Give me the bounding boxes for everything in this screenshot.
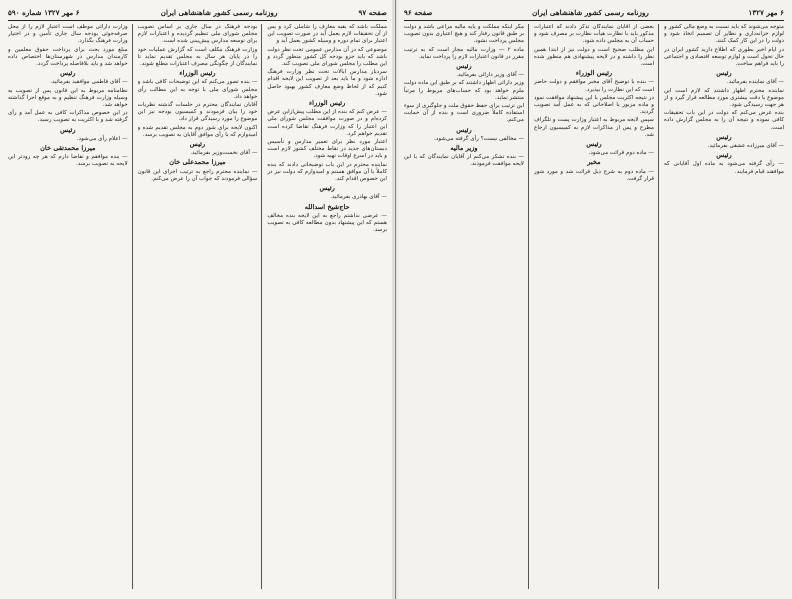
right-page-title: روزنامه رسمی کشور شاهنشاهی ایران (532, 7, 649, 17)
paragraph: ماده ۲ — وزارت مالیه مجاز است که به ترتیب مقرر در قانون اعتبارات لازم را پرداخت نماید. (404, 46, 524, 60)
paragraph: نظامنامه مربوط به این قانون پس از تصویب به وسیله وزارت فرهنگ تنظیم و به موقع اجرا گذاشته خواهد شد. (7, 87, 128, 109)
right-page-header (404, 6, 784, 21)
speaker-heading: رئیس (456, 62, 472, 71)
paragraph: اکنون لایحه برای شور دوم به مجلس تقدیم شده و امیدوارم که با رأی موافق آقایان به تصویب برسد. (137, 124, 258, 138)
paragraph: وزارت دارائی موظف است اعتبار لازم را از محل صرفه‌جوئی بودجه سال جاری تأمین و در اختیار وزارت فرهنگ بگذارد. (7, 24, 128, 45)
paragraph: وزارت فرهنگ مکلف است که گزارش عملیات خود را در پایان هر سال به مجلس تقدیم نماید تا نمایندگان از چگونگی مصرف اعتبارات مطلع شوند. (137, 46, 258, 68)
left-page-columns (8, 24, 387, 589)
paragraph: آقایان نمایندگان محترم در جلسات گذشته نظریات خود را بیان فرمودند و کمیسیون بودجه نیز این موضوع را مورد رسیدگی قرار داد. (137, 102, 258, 123)
speaker-heading: رئیس الوزراء (575, 69, 613, 78)
right-column-2 (534, 24, 659, 589)
paragraph: وزیر دارائی اظهار داشتند که بر طبق این ماده دولت ملزم خواهد بود که حساب‌های مربوط را مرتباً منتشر نماید. (404, 80, 524, 101)
left-page-header (8, 6, 387, 21)
paragraph: بودجه فرهنگ در سال جاری بر اساس تصویب مجلس شورای ملی تنظیم گردیده و اعتبارات لازم برای توسعه مدارس پیش‌بینی شده است. (137, 24, 258, 45)
right-column-1 (664, 24, 784, 589)
right-page (396, 0, 792, 599)
right-column-3 (404, 24, 529, 589)
speech-text: — مخالفی نیست؟ رأی گرفته می‌شود. (434, 135, 524, 142)
paragraph: نماینده محترم در این باب توضیحاتی دادند که بنده کاملاً با آن موافق هستم و امیدوارم که دولت نیز در این خصوص اقدام کند. (267, 161, 387, 183)
speech-text: — بنده موافقم و تقاضا دارم که هر چه زودتر این لایحه به تصویب برسد. (7, 154, 128, 168)
speaker-heading: رئیس (716, 151, 732, 160)
speech-text: — بنده تصور می‌کنم که این توضیحات کافی باشد و مجلس شورای ملی با توجه به این مطالب رأی خواهد داد. (137, 79, 258, 100)
paragraph: مگر اینکه مملکت و پایه مالیه مراعی باشد و دولت بر طبق قانون رفتار کند و هیچ اعتباری بدون تصویب مجلس پرداخت نشود. (404, 24, 524, 45)
speaker-heading: میرزا محمدعلی خان (169, 158, 226, 167)
paragraph: در ایام اخیر بطوری که اطلاع دارید کشور ایران در حال تحول است و لوازم توسعه اقتصادی و اجتماعی را باید فراهم ساخت. (664, 46, 784, 68)
speech-text: — آقای فاطمی موافقید بفرمائید. (50, 79, 128, 86)
speaker-heading: رئیس (60, 69, 76, 78)
left-column-1 (267, 24, 387, 589)
paragraph: سردیار مدارس ایالات تحت نظر وزارت فرهنگ اداره شود و ما باید بعد از تصویب این لایحه اقدام کنیم که از لحاظ وضع معارف کشور بهبود حاصل شود. (267, 69, 387, 97)
speech-text: — نماینده محترم راجع به ترتیب اجرای این قانون سؤالی فرمودند که جواب آن را عرض می‌کنم. (137, 168, 258, 182)
speech-text: — آقای میرزاده عشقی بفرمائید. (707, 143, 784, 150)
speaker-heading: رئیس (716, 69, 732, 78)
speaker-heading: رئیس (586, 140, 602, 149)
right-page-date: ۶ مهر ۱۳۲۷ (748, 7, 784, 17)
speech-text: — بنده تشکر می‌کنم از آقایان نمایندگان که با این لایحه موافقت فرمودند. (404, 154, 524, 168)
speaker-heading: رئیس (456, 125, 472, 134)
speech-text: — آقای وزیر دارائی بفرمائید. (456, 72, 524, 79)
paragraph: بنده عرض می‌کنم که دولت در این باب تحقیقات کافی نموده و نتیجه آن را به مجلس گزارش داده است. (664, 110, 784, 131)
right-page-columns (404, 24, 784, 589)
left-column-2 (138, 24, 263, 589)
left-page-number: صفحه ۹۷ (358, 7, 387, 17)
paragraph: اعتبار مورد نظر برای تعمیر مدارس و تأسیس دبستان‌های جدید در نقاط مختلف کشور لازم است و باید در اسرع اوقات تهیه شود. (267, 139, 387, 160)
right-page-number: صفحه ۹۶ (404, 7, 433, 17)
speech-text: — ماده دوم به شرح ذیل قرائت شد و مورد شور قرار گرفت. (534, 168, 654, 182)
paragraph: این ترتیب برای حفظ حقوق ملت و جلوگیری از سوء استفاده کاملاً ضروری است و بنده از آن حمایت می‌کنم. (404, 103, 524, 124)
speaker-heading: رئیس الوزراء (179, 69, 216, 78)
paragraph: متوجه می‌شوند که باید نسبت به وضع مالی کشور و لوازم خزانه‌داری و نظایر آن تصمیم اتخاذ شود و دولت را در این کار کمک کنند. (664, 24, 784, 45)
speech-text: — عرض کنم که بنده از این مطلب پیش‌ازاین عرض کرده‌ام و در صورت موافقت مجلس شورای ملی این اعتبار را که وزارت فرهنگ تقاضا کرده است تقدیم خواهم کرد. (267, 109, 387, 137)
speech-text: — آقای نماینده بفرمائید. (727, 79, 784, 86)
speaker-heading: حاج‌شیخ اسدالله (304, 202, 350, 211)
speaker-heading: مخبر (587, 158, 601, 167)
speaker-heading: رئیس (189, 140, 206, 149)
speech-text: — آقای نخست‌وزیر بفرمائید. (190, 150, 258, 157)
speech-text: — عرضی نداشتم راجع به این لایحه بنده مخالف هستم که این پیشنهاد بدون مطالعه کافی به تصویب برسد. (267, 212, 387, 234)
speech-text: — بنده با توضیح آقای مخبر موافقم و دولت حاضر است که این نظارت را بپذیرد. (534, 79, 654, 93)
paragraph: این مطلب صحیح است و دولت نیز از ابتدا همین نظر را داشته و در لایحه پیشنهادی هم منظور شده است. (534, 46, 654, 68)
left-column-3 (8, 24, 133, 589)
speech-text: — ماده دوم قرائت می‌شود. (588, 150, 654, 157)
speaker-heading: رئیس الوزراء (309, 99, 346, 108)
speech-text: — آقای بهادری بفرمائید. (330, 194, 387, 201)
paragraph: در نتیجه اکثریت مجلس با این پیشنهاد موافقت نمود و ماده مزبور با اصلاحاتی که به عمل آمد تصویب گردید. (534, 94, 654, 116)
paragraph: مبلغ مورد بحث برای پرداخت حقوق معلمین و کارمندان مدارس در شهرستان‌ها اختصاص داده خواهد شد و باید بلافاصله پرداخت گردد. (7, 46, 128, 68)
paragraph: سپس لایحه مربوط به اعتبار وزارت پست و تلگراف مطرح و پس از مذاکرات لازم به کمیسیون ارجاع شد. (534, 117, 654, 138)
paragraph: مملکت باشد که بقیه معارف را شاملی کرد و پس از آن تحقیقات لازم بعمل آید در صورت تصویب این اعتبار برای تمام دوره و وسیله کشور بعمل آید و (267, 24, 387, 45)
speech-text: — اعلام رأی می‌شود. (76, 135, 128, 142)
paragraph: موضوعی که در آن مدارس عمومی تحت نظر دولت باشد که باید جزو بودجه کل کشور منظور گردد و این مطلب را مجلس شورای ملی تصویب کند. (267, 46, 387, 68)
speech-text: — رأی گرفته می‌شود به ماده اول آقایانی که موافقند قیام فرمایند. (664, 161, 784, 175)
speaker-heading: میرزا محمدتقی خان (40, 144, 96, 153)
left-page-date: ۶ مهر ۱۳۲۷ شماره ۵۹۰ (8, 7, 80, 17)
speaker-heading: رئیس (319, 184, 335, 193)
paragraph: بعضی از آقایان نمایندگان تذکر دادند که اعتبارات مذکور باید با نظارت هیأت نظارت بر مصرف شود و حساب آن به مجلس داده شود. (534, 24, 654, 45)
paragraph: نماینده محترم اظهار داشتند که لازم است این موضوع با دقت بیشتری مورد مطالعه قرار گیرد و از هر جهت رسیدگی شود. (664, 87, 784, 109)
speaker-heading: وزیر مالیه (450, 144, 478, 153)
speaker-heading: رئیس (60, 125, 76, 134)
paragraph: در این خصوص مذاکرات کافی به عمل آمد و رأی گرفته شد و با اکثریت به تصویب رسید. (7, 110, 128, 124)
left-page-title: روزنامه رسمی کشور شاهنشاهی ایران (160, 7, 278, 17)
speaker-heading: رئیس (716, 132, 732, 141)
